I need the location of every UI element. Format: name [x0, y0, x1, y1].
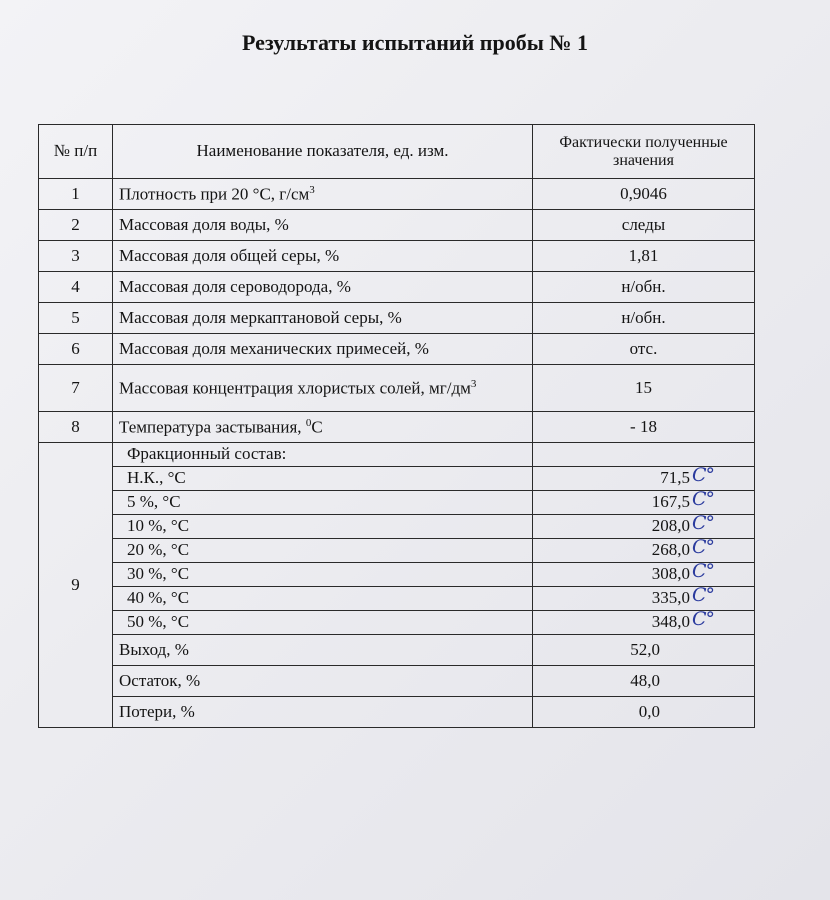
- fraction-name: Н.К., °С: [113, 467, 533, 491]
- row-num: 2: [39, 210, 113, 241]
- row-value: н/обн.: [533, 303, 755, 334]
- summary-name: Остаток, %: [113, 666, 533, 697]
- fraction-row: [39, 539, 755, 563]
- fraction-summary-row: [39, 697, 755, 728]
- row-num: 4: [39, 272, 113, 303]
- fraction-row: [39, 515, 755, 539]
- row-value: 1,81: [533, 241, 755, 272]
- fraction-row: [39, 467, 755, 491]
- fraction-value: 208,0 C°: [533, 515, 755, 539]
- handwritten-note: C°: [691, 464, 714, 486]
- fraction-row: [39, 491, 755, 515]
- row-value: следы: [533, 210, 755, 241]
- summary-value: 52,0: [533, 635, 755, 666]
- row-value: отс.: [533, 334, 755, 365]
- row-name: Температура застывания, $^0$С: [113, 412, 533, 443]
- handwritten-note: C°: [691, 560, 714, 582]
- summary-name: Потери, %: [113, 697, 533, 728]
- row-name: Массовая концентрация хлористых солей, $мг/дм^3$: [113, 365, 533, 412]
- row-name: Массовая доля общей серы, %: [113, 241, 533, 272]
- row-name: Массовая доля механических примесей, %: [113, 334, 533, 365]
- fraction-name: 5 %, °С: [113, 491, 533, 515]
- table-row: [39, 272, 755, 303]
- header-value: Фактически полученные значения: [533, 125, 755, 179]
- fraction-name: 40 %, °С: [113, 587, 533, 611]
- row-name: Массовая доля сероводорода, %: [113, 272, 533, 303]
- fraction-value: 348,0 C°: [533, 611, 755, 635]
- fraction-title: Фракционный состав:: [113, 443, 533, 467]
- header-name: Наименование показателя, ед. изм.: [113, 125, 533, 179]
- fraction-value: 308,0 C°: [533, 563, 755, 587]
- table-row: [39, 179, 755, 210]
- table-row: [39, 412, 755, 443]
- fraction-value: 167,5 C°: [533, 491, 755, 515]
- results-table: [38, 124, 755, 728]
- table-row: [39, 241, 755, 272]
- summary-value: 48,0: [533, 666, 755, 697]
- fraction-title-row: [39, 443, 755, 467]
- fraction-value: 335,0 C°: [533, 587, 755, 611]
- row-value: - 18: [533, 412, 755, 443]
- table-row: [39, 334, 755, 365]
- row-name: Плотность при 20 °С, $г/см^3$: [113, 179, 533, 210]
- row-value: н/обн.: [533, 272, 755, 303]
- page-title: Результаты испытаний пробы № 1: [242, 30, 588, 55]
- header-num: № п/п: [39, 125, 113, 179]
- row-value: [533, 443, 755, 467]
- table-row: [39, 210, 755, 241]
- row-name: Массовая доля воды, %: [113, 210, 533, 241]
- row-num: 8: [39, 412, 113, 443]
- summary-value: 0,0: [533, 697, 755, 728]
- handwritten-note: C°: [691, 512, 714, 534]
- handwritten-note: C°: [691, 584, 714, 606]
- handwritten-note: C°: [691, 536, 714, 558]
- fraction-row: [39, 611, 755, 635]
- handwritten-note: C°: [691, 488, 714, 510]
- fraction-value: 268,0 C°: [533, 539, 755, 563]
- row-value: 15: [533, 365, 755, 412]
- table-row: [39, 365, 755, 412]
- fraction-name: 20 %, °С: [113, 539, 533, 563]
- fraction-value: 71,5 C°: [533, 467, 755, 491]
- row-num: 3: [39, 241, 113, 272]
- summary-name: Выход, %: [113, 635, 533, 666]
- row-num: 6: [39, 334, 113, 365]
- fraction-summary-row: [39, 666, 755, 697]
- table-header: [39, 125, 755, 179]
- fraction-row: [39, 587, 755, 611]
- row-num: 7: [39, 365, 113, 412]
- fraction-name: 30 %, °С: [113, 563, 533, 587]
- handwritten-note: C°: [691, 608, 714, 630]
- row-name: Массовая доля меркаптановой серы, %: [113, 303, 533, 334]
- row-num: 1: [39, 179, 113, 210]
- fraction-summary-row: [39, 635, 755, 666]
- fraction-name: 50 %, °С: [113, 611, 533, 635]
- fraction-row: [39, 563, 755, 587]
- row-num: 5: [39, 303, 113, 334]
- table-row: [39, 303, 755, 334]
- fraction-name: 10 %, °С: [113, 515, 533, 539]
- row-value: 0,9046: [533, 179, 755, 210]
- row-num: 9: [39, 443, 113, 728]
